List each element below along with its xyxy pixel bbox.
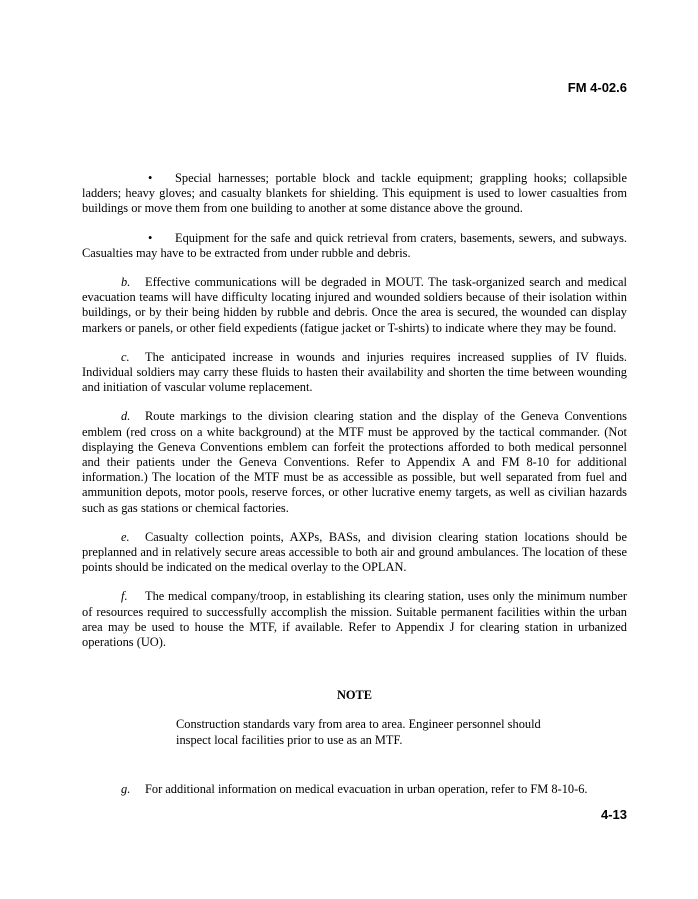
paragraph-f (82, 589, 627, 650)
note-body: Construction standards vary from area to area. Engineer personnel should inspect local facilities prior to use as an MTF. (176, 717, 541, 747)
paragraph-text: The anticipated increase in wounds and injuries requires increased supplies of IV fluids. Individual soldiers may carry these fluids to hasten their availability and shorten the time between wounding and initiation of vascular volume replacement. (82, 349, 627, 395)
bullet-paragraph-retrieval-equipment (82, 231, 627, 261)
paragraph-e (82, 530, 627, 576)
paragraph-letter: e. (121, 529, 130, 544)
paragraph-letter: b. (121, 275, 131, 290)
paragraph-d (82, 409, 627, 515)
paragraph-text: Route markings to the division clearing station and the display of the Geneva Conventions emblem (red cross on a white background) at the MTF must be approved by the tactical commander. (Not displaying the Geneva Conventions emblem can forfeit the protections afforded to both medical personnel and their patients under the Geneva Conventions. Refer to Appendix A and FM 8-10 for additional information.) The location of the MTF must be as accessible as possible, but well separated from fuel and ammunition depots, motor pools, reserve forces, or other lucrative enemy targets, as well as civilian hazards such as gas stations or chemical factories. (82, 409, 627, 515)
paragraph-letter: g. (121, 781, 131, 796)
paragraph-text: The medical company/troop, in establishing its clearing station, uses only the minimum number of resources required to successfully accomplish the mission. Suitable permanent facilities within the urban area may be used to house the MTF, if available. Refer to Appendix J for clearing station in urbanized operations (UO). (82, 589, 627, 650)
page-body (82, 171, 627, 811)
paragraph-g (82, 782, 627, 797)
paragraph-c (82, 350, 627, 396)
paragraph-text: Casualty collection points, AXPs, BASs, and division clearing station locations should be preplanned and in relatively secure areas accessible to both air and ground ambulances. The location of these points should be indicated on the medical overlay to the OPLAN. (82, 529, 627, 575)
bullet-paragraph-harnesses (82, 171, 627, 217)
paragraph-b (82, 275, 627, 336)
bullet-text: Special harnesses; portable block and tackle equipment; grappling hooks; collapsible ladders; heavy gloves; and casualty blankets for shielding. This equipment is used to lower casualties from buildings or move them from one building to another at some distance above the ground. (82, 171, 627, 216)
bullet-text: Equipment for the safe and quick retrieval from craters, basements, sewers, and subways. Casualties may have to be extracted from under rubble and debris. (82, 230, 627, 260)
bullet-mark: • (148, 230, 153, 245)
paragraph-letter: f. (121, 589, 128, 604)
bullet-mark: • (148, 171, 153, 185)
note-title: NOTE (336, 688, 373, 703)
paragraph-text: Effective communications will be degraded in MOUT. The task-organized search and medical evacuation teams will have difficulty locating injured and wounded soldiers because of their isolation within buildings, or by their being hidden by rubble and debris. Once the area is secured, the wounded can display markers or panels, or other field expedients (fatigue jacket or T-shirts) to indicate where they may be found. (82, 275, 627, 335)
paragraph-letter: c. (121, 349, 130, 364)
paragraph-letter: d. (121, 409, 131, 424)
paragraph-text: For additional information on medical evacuation in urban operation, refer to FM 8-10-6. (145, 781, 588, 796)
page-number-footer: 4-13 (600, 807, 627, 822)
document-id-header: FM 4-02.6 (567, 80, 627, 95)
